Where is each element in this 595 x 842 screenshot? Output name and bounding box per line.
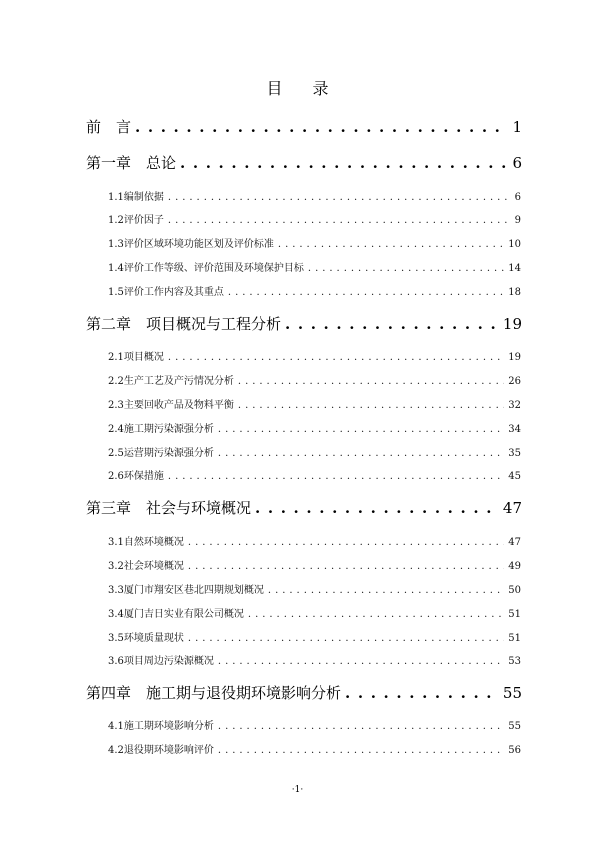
dot-leader [255, 499, 499, 517]
toc-entry-label: 1.3评价区域环境功能区划及评价标准 [108, 239, 274, 250]
toc-entry-label: 3.1自然环境概况 [108, 537, 184, 548]
dot-leader [180, 154, 508, 172]
toc-entry-label: 3.6项目周边污染源概况 [108, 656, 214, 667]
dot-leader [278, 239, 504, 250]
toc-entry-label: 3.5环境质量现状 [108, 633, 184, 644]
toc-entry-section-2-6[interactable] [108, 467, 521, 482]
toc-entry-chapter-1[interactable] [86, 152, 522, 173]
page-number: ·1· [291, 785, 304, 795]
toc-entry-page: 1 [512, 118, 522, 136]
toc-entry-chapter-4[interactable] [86, 682, 522, 703]
dot-leader [268, 585, 504, 596]
toc-entry-page: 6 [514, 192, 521, 203]
toc-entry-section-4-2[interactable] [108, 741, 521, 756]
toc-entry-label: 4.1施工期环境影响分析 [108, 721, 214, 732]
dot-leader [218, 745, 504, 756]
toc-entry-label: 1.5评价工作内容及其重点 [108, 287, 224, 298]
dot-leader [308, 263, 504, 274]
dot-leader [218, 448, 504, 459]
toc-entry-section-2-4[interactable] [108, 420, 521, 435]
toc-entry-section-1-1[interactable] [108, 188, 521, 203]
dot-leader [238, 400, 504, 411]
toc-entry-label: 前 言 [86, 118, 132, 136]
toc-entry-page: 56 [508, 745, 521, 756]
toc-entry-label: 1.4评价工作等级、评价范围及环境保护目标 [108, 263, 304, 274]
toc-entry-page: 55 [508, 721, 521, 732]
toc-entry-label: 2.5运营期污染源强分析 [108, 448, 214, 459]
toc-entry-section-2-5[interactable] [108, 444, 521, 459]
toc-entry-label: 第四章 施工期与退役期环境影响分析 [86, 684, 342, 702]
dot-leader [188, 633, 504, 644]
toc-entry-page: 47 [508, 537, 521, 548]
dot-leader [168, 215, 511, 226]
toc-entry-section-3-1[interactable] [108, 533, 521, 548]
dot-leader [188, 537, 504, 548]
dot-leader [248, 609, 504, 620]
toc-entry-section-3-3[interactable] [108, 581, 521, 596]
dot-leader [345, 684, 499, 702]
toc-entry-page: 34 [508, 424, 521, 435]
toc-entry-page: 53 [508, 656, 521, 667]
toc-title [0, 76, 595, 99]
toc-entry-label: 1.1编制依据 [108, 192, 164, 203]
toc-entry-section-1-2[interactable] [108, 211, 521, 226]
toc-entry-page: 19 [502, 315, 522, 333]
toc-entry-label: 2.4施工期污染源强分析 [108, 424, 214, 435]
toc-entry-page: 50 [508, 585, 521, 596]
toc-entry-label: 3.3厦门市翔安区巷北四期规划概况 [108, 585, 264, 596]
toc-entry-section-1-4[interactable] [108, 259, 521, 274]
toc-entry-label: 2.2生产工艺及产污情况分析 [108, 376, 234, 387]
toc-entry-page: 51 [508, 609, 521, 620]
dot-leader [218, 424, 504, 435]
toc-entry-label: 2.1项目概况 [108, 352, 164, 363]
toc-entry-section-2-2[interactable] [108, 372, 521, 387]
toc-entry-page: 51 [508, 633, 521, 644]
toc-entry-preface[interactable] [86, 116, 522, 137]
toc-entry-page: 9 [514, 215, 521, 226]
toc-entry-section-3-4[interactable] [108, 605, 521, 620]
toc-entry-label: 3.4厦门吉日实业有限公司概况 [108, 609, 244, 620]
toc-title-char-1: 目 [266, 79, 283, 98]
dot-leader [168, 352, 504, 363]
toc-title-char-2: 录 [312, 79, 329, 98]
toc-entry-section-2-1[interactable] [108, 348, 521, 363]
toc-entry-page: 18 [508, 287, 521, 298]
toc-entry-chapter-3[interactable] [86, 497, 522, 518]
dot-leader [135, 118, 508, 136]
dot-leader [188, 561, 504, 572]
toc-entry-page: 35 [508, 448, 521, 459]
dot-leader [228, 287, 504, 298]
toc-entry-page: 14 [508, 263, 521, 274]
toc-entry-section-3-2[interactable] [108, 557, 521, 572]
toc-entry-label: 4.2退役期环境影响评价 [108, 745, 214, 756]
toc-entry-section-4-1[interactable] [108, 717, 521, 732]
toc-entry-page: 19 [508, 352, 521, 363]
toc-entry-label: 第二章 项目概况与工程分析 [86, 315, 282, 333]
toc-entry-page: 10 [508, 239, 521, 250]
toc-entry-label: 第一章 总论 [86, 154, 177, 172]
toc-entry-page: 32 [508, 400, 521, 411]
toc-entry-page: 49 [508, 561, 521, 572]
dot-leader [168, 471, 504, 482]
toc-entry-page: 45 [508, 471, 521, 482]
toc-entry-label: 3.2社会环境概况 [108, 561, 184, 572]
dot-leader [285, 315, 499, 333]
toc-entry-page: 6 [512, 154, 522, 172]
toc-entry-section-2-3[interactable] [108, 396, 521, 411]
toc-entry-page: 55 [502, 684, 522, 702]
toc-entry-section-1-3[interactable] [108, 235, 521, 250]
dot-leader [238, 376, 504, 387]
toc-entry-chapter-2[interactable] [86, 313, 522, 334]
dot-leader [168, 192, 511, 203]
toc-entry-page: 26 [508, 376, 521, 387]
dot-leader [218, 656, 504, 667]
toc-entry-label: 2.6环保措施 [108, 471, 164, 482]
dot-leader [218, 721, 504, 732]
toc-entry-label: 2.3主要回收产品及物料平衡 [108, 400, 234, 411]
toc-entry-label: 第三章 社会与环境概况 [86, 499, 252, 517]
toc-entry-section-3-5[interactable] [108, 629, 521, 644]
toc-entry-section-1-5[interactable] [108, 283, 521, 298]
toc-entry-page: 47 [502, 499, 522, 517]
toc-entry-section-3-6[interactable] [108, 652, 521, 667]
toc-entry-label: 1.2评价因子 [108, 215, 164, 226]
